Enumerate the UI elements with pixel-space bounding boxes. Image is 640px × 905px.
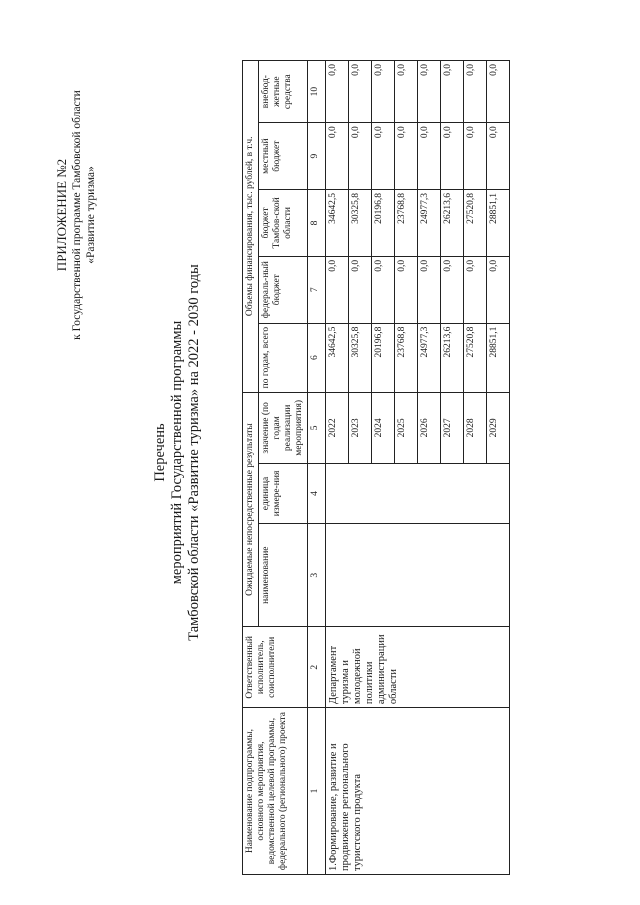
column-number: 1 — [308, 708, 326, 875]
event-name: 1.Формирование, развитие и продвижение регионального туристского продукта — [326, 708, 510, 875]
offbudget-cell: 0,0 — [487, 61, 510, 123]
header-results-group: Ожидаемые непосредственные результаты — [243, 392, 259, 627]
regional-cell: 24977,3 — [418, 190, 441, 257]
column-number: 10 — [308, 61, 326, 123]
header-finance-group: Объемы финансирования, тыс. рублей, в т.ч. — [243, 61, 259, 393]
year-cell: 2026 — [418, 392, 441, 463]
total-cell: 20196,8 — [372, 323, 395, 392]
header-result-name: наименование — [259, 523, 308, 627]
total-cell: 30325,8 — [349, 323, 372, 392]
federal-cell: 0,0 — [441, 256, 464, 323]
regional-cell: 27520,8 — [464, 190, 487, 257]
local-cell: 0,0 — [418, 123, 441, 190]
appendix-title: ПРИЛОЖЕНИЕ №2 — [54, 158, 69, 272]
local-cell: 0,0 — [441, 123, 464, 190]
total-cell: 23768,8 — [395, 323, 418, 392]
header-offbudget: внебюд-жетные средства — [259, 61, 308, 123]
column-number: 9 — [308, 123, 326, 190]
federal-cell: 0,0 — [372, 256, 395, 323]
total-cell: 28851,1 — [487, 323, 510, 392]
document-title — [152, 0, 203, 905]
appendix-block — [55, 45, 98, 385]
regional-cell: 20196,8 — [372, 190, 395, 257]
header-unit: единица измере-ния — [259, 464, 308, 524]
local-cell: 0,0 — [326, 123, 349, 190]
result-name-cell — [326, 523, 510, 627]
local-cell: 0,0 — [395, 123, 418, 190]
column-number: 4 — [308, 464, 326, 524]
table-row — [326, 61, 349, 875]
appendix-line-1: к Государственной программе Тамбовской области — [71, 90, 83, 340]
federal-cell: 0,0 — [395, 256, 418, 323]
offbudget-cell: 0,0 — [464, 61, 487, 123]
offbudget-cell: 0,0 — [372, 61, 395, 123]
column-number: 2 — [308, 627, 326, 708]
year-cell: 2028 — [464, 392, 487, 463]
column-number: 6 — [308, 323, 326, 392]
table-header — [243, 61, 326, 875]
regional-cell: 34642,5 — [326, 190, 349, 257]
table-body — [326, 61, 510, 875]
federal-cell: 0,0 — [464, 256, 487, 323]
year-cell: 2022 — [326, 392, 349, 463]
year-cell: 2029 — [487, 392, 510, 463]
appendix-line-2: «Развитие туризма» — [85, 166, 97, 264]
total-cell: 26213,6 — [441, 323, 464, 392]
offbudget-cell: 0,0 — [326, 61, 349, 123]
header-value: значение (по годам реализации мероприятия) — [259, 392, 308, 463]
header-regional: бюджет Тамбов-ской области — [259, 190, 308, 257]
local-cell: 0,0 — [349, 123, 372, 190]
year-cell: 2025 — [395, 392, 418, 463]
events-table — [242, 60, 510, 875]
offbudget-cell: 0,0 — [349, 61, 372, 123]
header-by-years: по годам, всего — [259, 323, 308, 392]
column-number: 5 — [308, 392, 326, 463]
header-executor: Ответственный исполнитель, соисполнители — [243, 627, 308, 708]
regional-cell: 26213,6 — [441, 190, 464, 257]
document-title-line-3: Тамбовской области «Развитие туризма» на 2022 - 2030 годы — [186, 264, 202, 641]
event-executor: Департамент туризма и молодежной политики администрации области — [326, 627, 510, 708]
offbudget-cell: 0,0 — [441, 61, 464, 123]
column-number-row — [308, 61, 326, 875]
year-cell: 2027 — [441, 392, 464, 463]
regional-cell: 28851,1 — [487, 190, 510, 257]
local-cell: 0,0 — [487, 123, 510, 190]
document-title-line-2: мероприятий Государственной программы — [169, 320, 185, 585]
year-cell: 2023 — [349, 392, 372, 463]
local-cell: 0,0 — [464, 123, 487, 190]
column-number: 7 — [308, 256, 326, 323]
federal-cell: 0,0 — [326, 256, 349, 323]
regional-cell: 30325,8 — [349, 190, 372, 257]
header-name: Наименование подпрограммы, основного мероприятия, ведомственной целевой программы, федерального (регионального) проекта — [243, 708, 308, 875]
federal-cell: 0,0 — [349, 256, 372, 323]
federal-cell: 0,0 — [418, 256, 441, 323]
document-title-line-1: Перечень — [152, 423, 168, 482]
offbudget-cell: 0,0 — [418, 61, 441, 123]
year-cell: 2024 — [372, 392, 395, 463]
regional-cell: 23768,8 — [395, 190, 418, 257]
local-cell: 0,0 — [372, 123, 395, 190]
column-number: 8 — [308, 190, 326, 257]
total-cell: 27520,8 — [464, 323, 487, 392]
column-number: 3 — [308, 523, 326, 627]
federal-cell: 0,0 — [487, 256, 510, 323]
total-cell: 24977,3 — [418, 323, 441, 392]
unit-cell — [326, 464, 510, 524]
header-federal: федераль-ный бюджет — [259, 256, 308, 323]
total-cell: 34642,5 — [326, 323, 349, 392]
header-local: местный бюджет — [259, 123, 308, 190]
offbudget-cell: 0,0 — [395, 61, 418, 123]
